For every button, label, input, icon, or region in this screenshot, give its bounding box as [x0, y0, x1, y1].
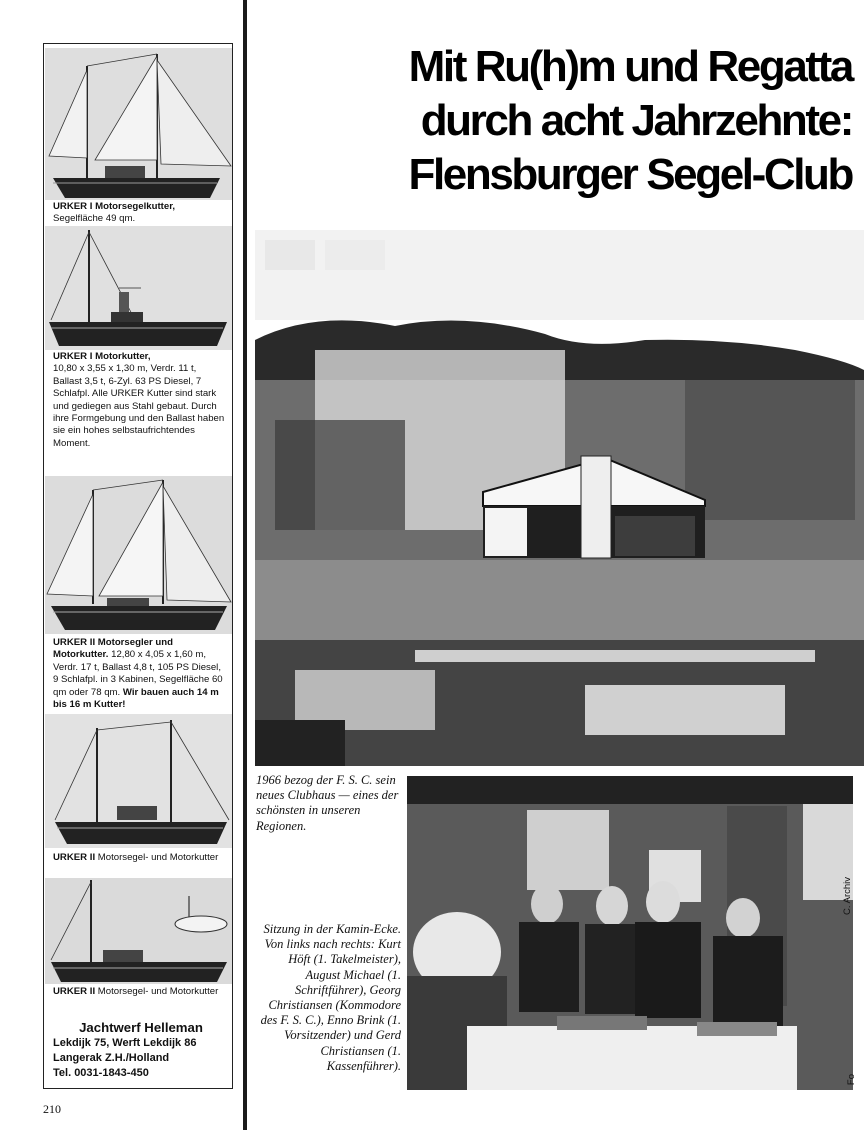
- boat-caption-4: [53, 852, 227, 864]
- headline-line-2: durch acht Jahrzehnte:: [420, 96, 852, 145]
- boat-text: Motorsegel- und Motorkutter: [97, 852, 219, 863]
- boat-text: 10,80 x 3,55 x 1,30 m, Verdr. 11 t, Ballast 3,5 t, 6-Zyl. 63 PS Diesel, 7 Schlafpl. Alle URKER Kutter sind stark und gediegen aus Stahl gebaut. Durch ihre Formgebung und den Ballast haben sie ein hohes selbstaufrichtendes Moment.: [53, 363, 225, 449]
- boat-text: 12,80 x 4,05 x 1,60 m, Verdr. 17 t, Ballast 4,8 t, 105 PS Diesel, 9 Schlafpl. in 3 Kabinen, Segelfläche 60 qm oder 78 qm.: [53, 649, 223, 698]
- meeting-photo: [407, 776, 853, 1090]
- boat-bold-note: Wir bauen auch 14 m bis 16 m Kutter!: [53, 686, 219, 711]
- boat-title: URKER II Motorsegler und Motorkutter.: [53, 637, 173, 661]
- boat-caption-3: [53, 637, 227, 711]
- company-name: Jachtwerf Helleman: [79, 1020, 203, 1035]
- page-title: [409, 40, 853, 202]
- column-divider: [243, 0, 247, 1130]
- boat-text: Segelfläche 49 qm.: [53, 213, 136, 225]
- boat-title: URKER II: [53, 986, 96, 997]
- company-address-2: Langerak Z.H./Holland: [53, 1052, 170, 1064]
- boat-photo-urker-ii-motorsegel-1: [45, 714, 232, 848]
- advertisement: [43, 43, 233, 1089]
- boat-title: URKER II: [53, 852, 96, 863]
- boat-photo-urker-ii-motorsegler: [45, 476, 232, 634]
- boat-title: URKER I Motorkutter,: [53, 351, 151, 362]
- company-block: [53, 1019, 229, 1081]
- photo-credit-fragment: Fo: [846, 1074, 857, 1086]
- company-phone: Tel. 0031-1843-450: [53, 1067, 149, 1079]
- clubhouse-photo: [255, 230, 864, 766]
- clubhouse-caption: 1966 bezog der F. S. C. sein neues Clubhaus — eines der schönsten in unseren Regionen.: [256, 773, 399, 833]
- boat-photo-urker-i-motorsegelkutter: [45, 48, 232, 200]
- boat-text: Motorsegel- und Motorkutter: [97, 986, 219, 997]
- boat-caption-1: [53, 201, 227, 226]
- company-address-1: Lekdijk 75, Werft Lekdijk 86: [53, 1037, 197, 1049]
- boat-caption-5: [53, 986, 227, 998]
- headline-line-3: Flensburger Segel-Club: [408, 150, 852, 199]
- photo-credit: C. Archiv: [842, 876, 853, 915]
- boat-photo-urker-ii-motorsegel-2: [45, 878, 232, 984]
- headline-line-1: Mit Ru(h)m und Regatta: [408, 42, 852, 91]
- meeting-caption: Sitzung in der Kamin-Ecke. Von links nach rechts: Kurt Höft (1. Takelmeister), August Michael (1. Schriftführer), Georg Christiansen (Kommodore des F. S. C.), Enno Brink (1. Vorsitzender) und Gerd Christiansen (1. Kassenführer).: [260, 922, 401, 1073]
- boat-photo-urker-i-motorkutter: [45, 226, 232, 350]
- boat-caption-2: [53, 351, 227, 450]
- boat-title: URKER I Motorsegelkutter,: [53, 201, 176, 212]
- page-number: 210: [43, 1102, 61, 1116]
